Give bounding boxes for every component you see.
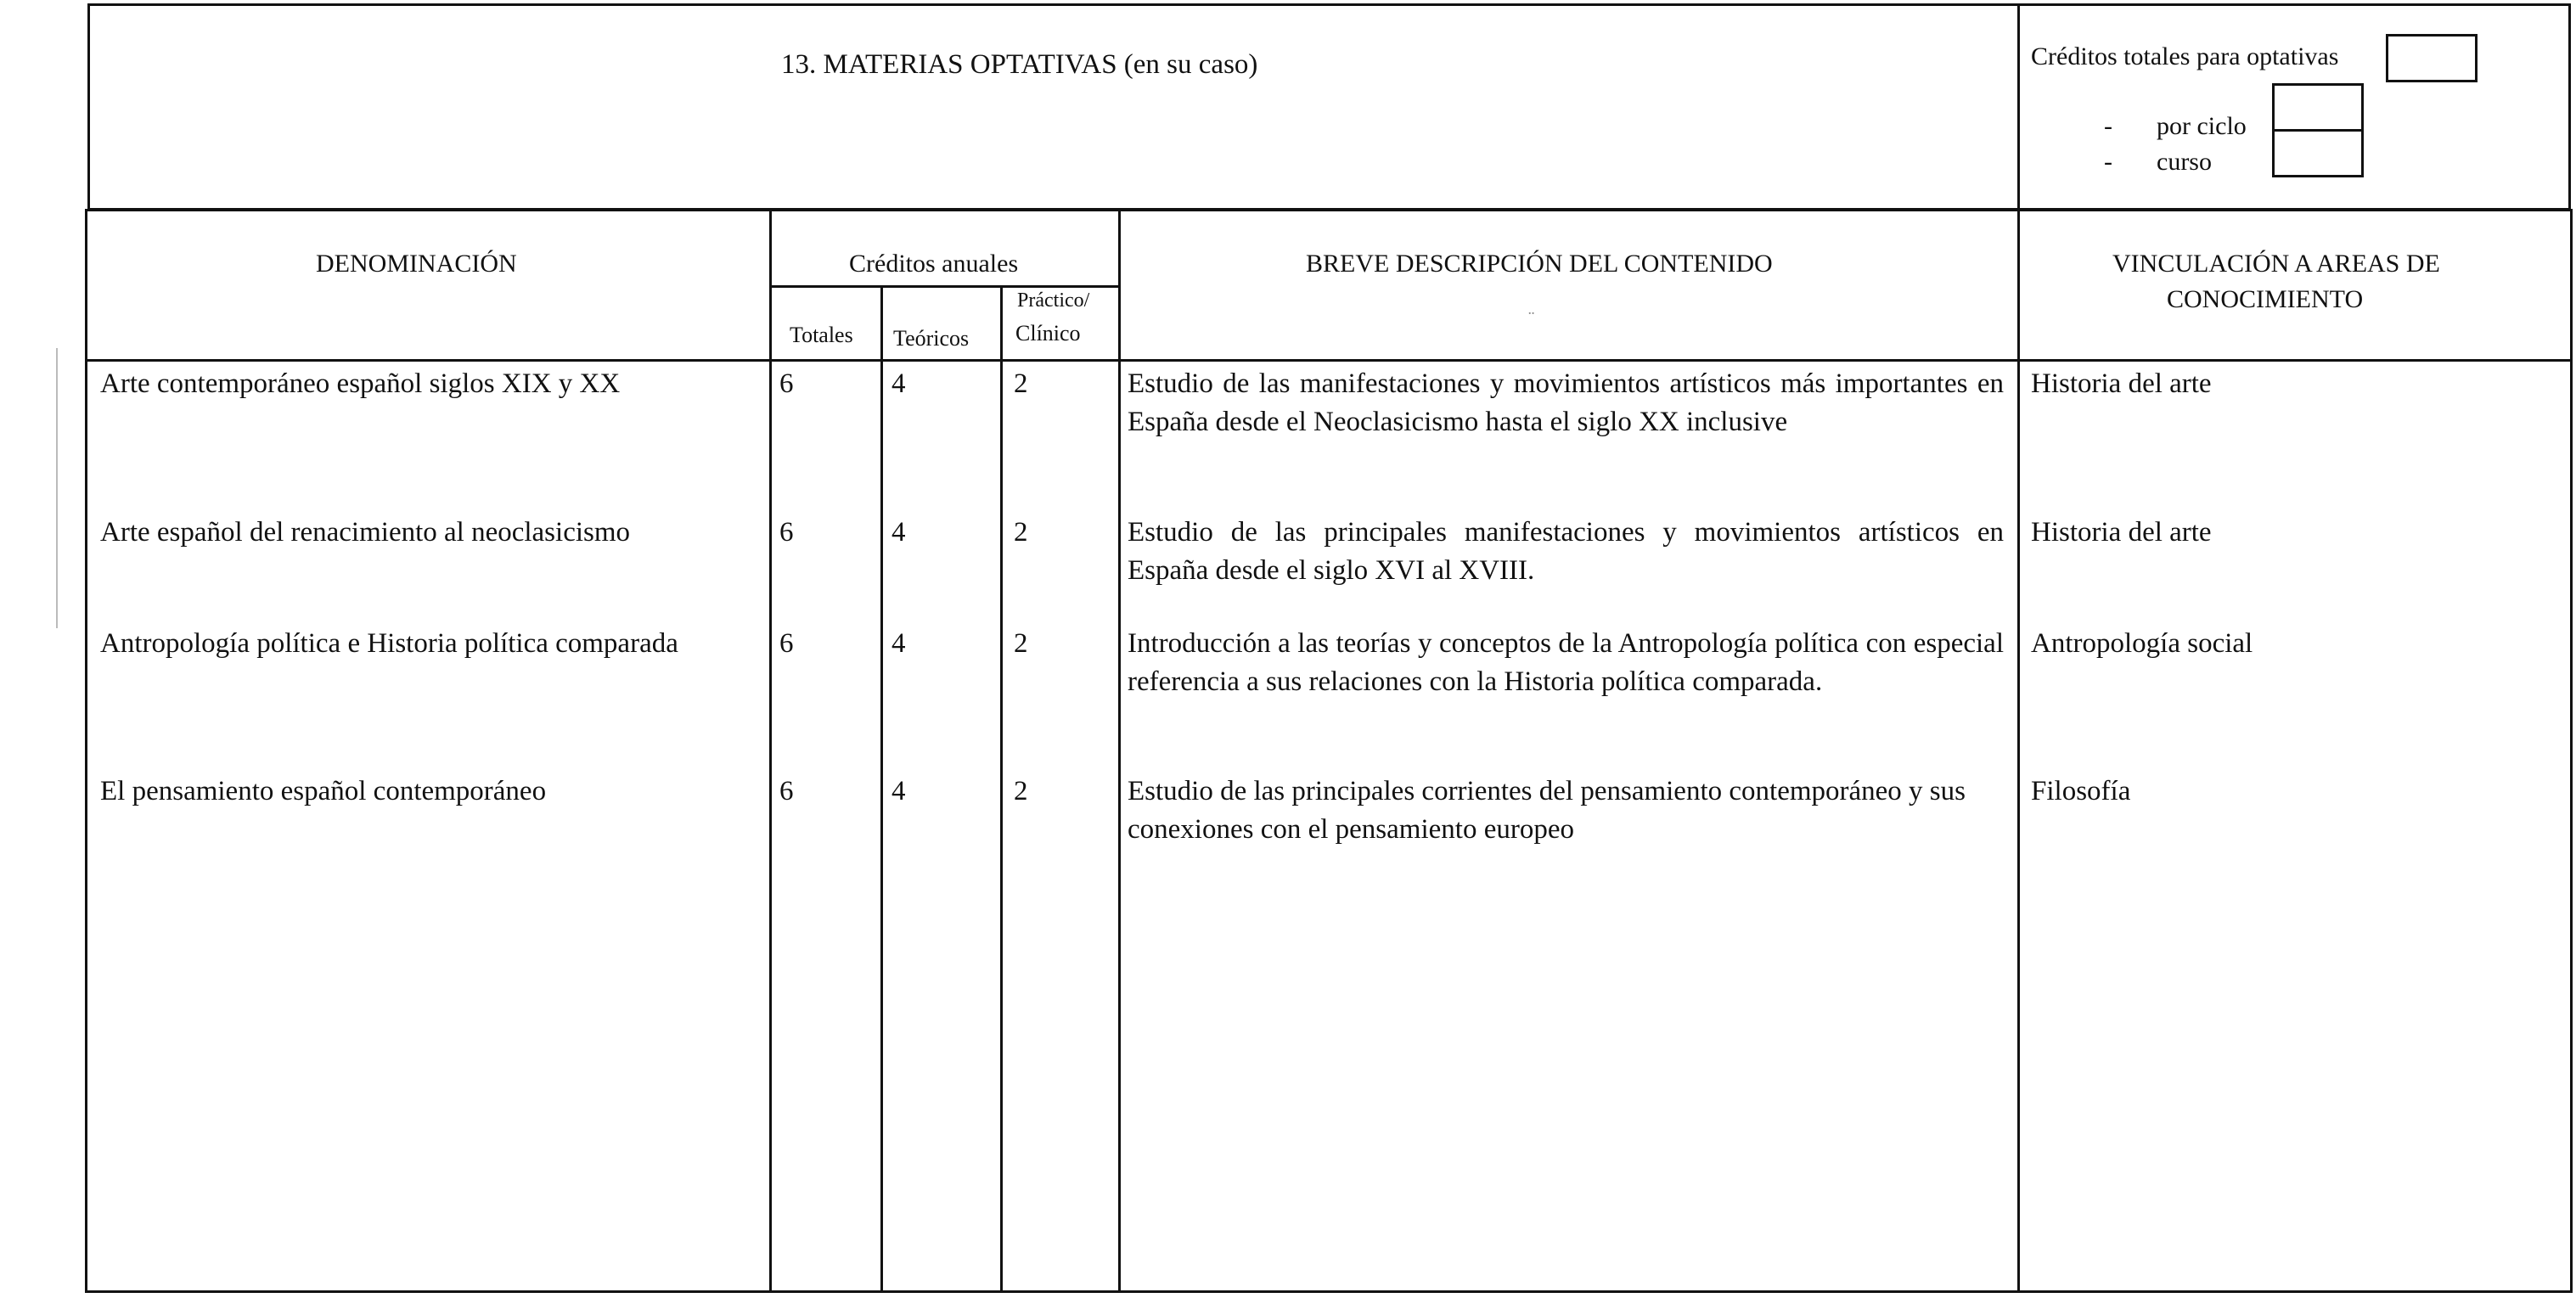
col-header-vinculacion-1: VINCULACIÓN A AREAS DE [2112,250,2440,278]
row-3-practico: 2 [1014,628,1028,659]
row-4-practico: 2 [1014,776,1028,806]
curso-label: curso [2157,148,2212,176]
col-line-descripcion [2017,209,2020,1293]
col-header-denominacion: DENOMINACIÓN [316,250,517,278]
por-ciclo-label: por ciclo [2157,112,2247,140]
col-header-practico-1: Práctico/ [1017,289,1090,312]
row-1-denominacion: Arte contemporáneo español siglos XIX y XX [100,368,621,399]
col-header-totales: Totales [790,323,853,347]
header-frame [87,3,2571,211]
credits-total-box[interactable] [2386,34,2478,82]
row-4-totales: 6 [779,776,794,806]
row-2-teoricos: 4 [891,517,906,548]
col-line-totales [880,285,883,1293]
dash-por-ciclo: - [2104,112,2112,140]
scan-mark [56,348,58,628]
col-line-practico [1118,209,1121,1293]
col-header-teoricos: Teóricos [893,326,970,351]
col-line-teoricos [1000,285,1003,1293]
curso-box[interactable] [2272,129,2364,177]
row-4-teoricos: 4 [891,776,906,806]
por-ciclo-box[interactable] [2272,83,2364,132]
col-header-vinculacion-2: CONOCIMIENTO [2167,285,2364,313]
row-1-totales: 6 [779,368,794,399]
col-line-denominacion [769,209,772,1293]
credits-subheader-line [769,285,1121,288]
row-2-totales: 6 [779,517,794,548]
row-4-vinculacion: Filosofía [2031,776,2131,806]
section-title: 13. MATERIAS OPTATIVAS (en su caso) [781,49,1258,80]
row-4-descripcion: Estudio de las principales corrientes del pensamiento contemporáneo y sus conexiones con el pensamiento europeo [1128,776,1966,845]
credits-total-label: Créditos totales para optativas [2031,42,2339,70]
row-3-descripcion: Introducción a las teorías y conceptos de la Antropología política con especial referencia a sus relaciones con la Historia política comparada. [1128,628,2004,697]
col-header-descripcion: BREVE DESCRIPCIÓN DEL CONTENIDO [1306,250,1773,278]
row-3-totales: 6 [779,628,794,659]
row-2-practico: 2 [1014,517,1028,548]
row-1-vinculacion: Historia del arte [2031,368,2212,399]
col-header-practico-2: Clínico [1015,321,1081,346]
row-2-denominacion: Arte español del renacimiento al neoclasicismo [100,517,631,548]
col-header-creditos-anuales: Créditos anuales [849,250,1019,278]
row-1-descripcion: Estudio de las manifestaciones y movimientos artísticos más importantes en España desde el Neoclasicismo hasta el siglo XX inclusive [1128,368,2004,437]
table-header-separator [85,359,2573,362]
row-3-teoricos: 4 [891,628,906,659]
row-3-vinculacion: Antropología social [2031,628,2253,659]
row-2-descripcion: Estudio de las principales manifestaciones y movimientos artísticos en España desde el siglo XVI al XVIII. [1128,517,2004,586]
row-3-denominacion: Antropología política e Historia política comparada [100,628,678,659]
dash-curso: - [2104,148,2112,176]
row-1-teoricos: 4 [891,368,906,399]
row-2-vinculacion: Historia del arte [2031,517,2212,548]
row-4-denominacion: El pensamiento español contemporáneo [100,776,547,806]
header-divider [2017,3,2020,211]
row-1-practico: 2 [1014,368,1028,399]
stray-mark: ¨ [1528,307,1535,329]
